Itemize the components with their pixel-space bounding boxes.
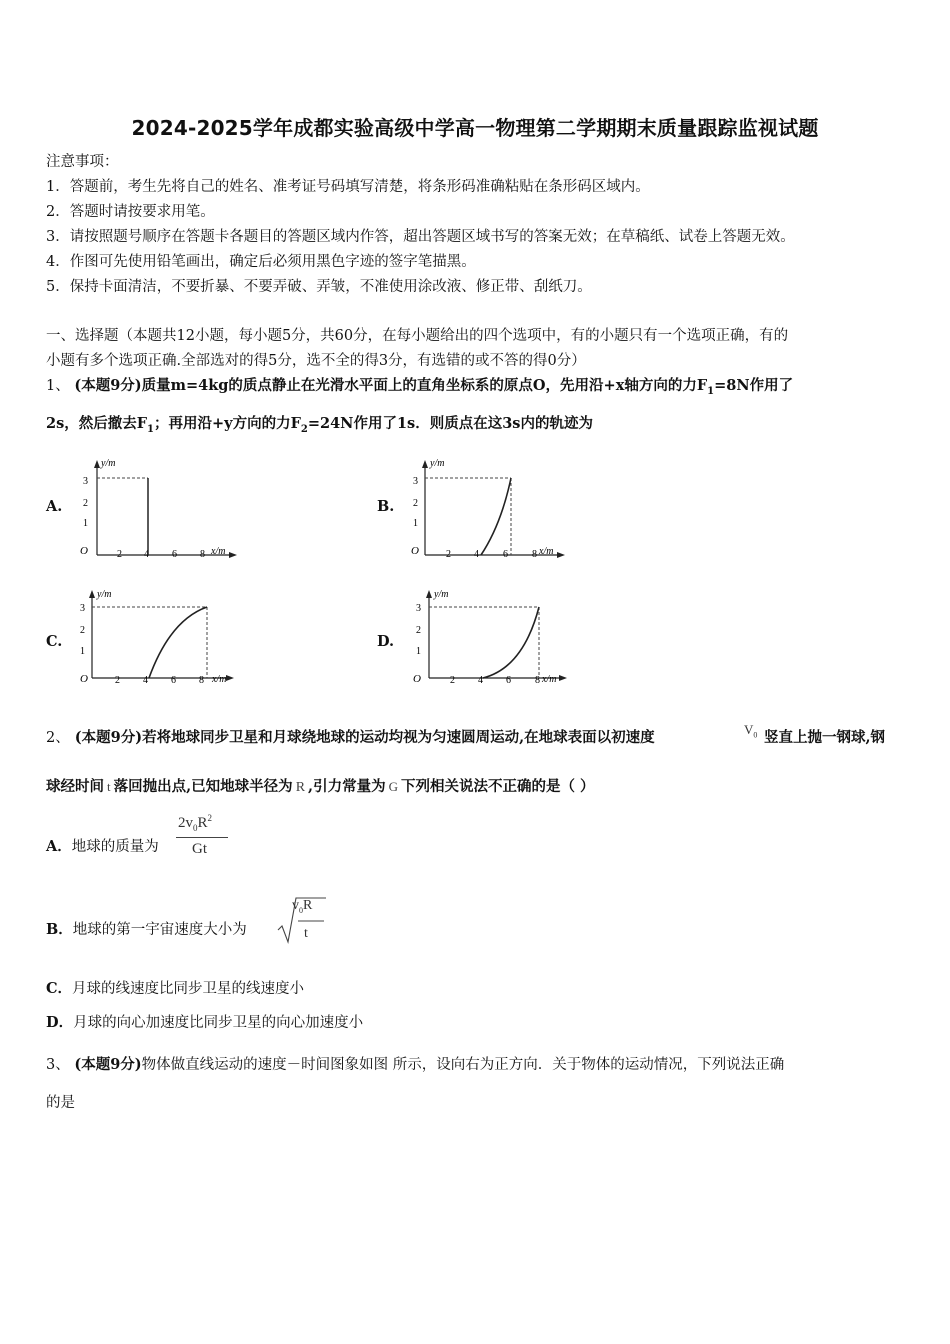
subscript: 0 [193, 823, 198, 833]
q2-option-c[interactable] [46, 979, 304, 999]
x-tick: 4 [144, 549, 149, 560]
y-axis-label: y/m [430, 458, 445, 469]
y-tick: 3 [413, 476, 418, 487]
symbol: R [295, 780, 306, 795]
question-number: 1、 [46, 378, 70, 394]
trajectory [481, 478, 511, 555]
fraction-numerator [178, 813, 212, 833]
notice-heading: 注意事项： [46, 154, 119, 170]
question-1-line1 [46, 376, 793, 402]
x-tick: 2 [117, 549, 122, 560]
option-d-label[interactable]: D. [377, 633, 395, 650]
y-tick: 2 [80, 625, 85, 636]
y-tick: 2 [413, 498, 418, 509]
fraction-bar [176, 837, 228, 838]
question-points: (本题9分) [74, 729, 143, 746]
x-tick: 8 [200, 549, 205, 560]
option-label: B． [46, 921, 73, 938]
x-tick: 6 [172, 549, 177, 560]
question-text: 2s，然后撤去F [46, 415, 148, 432]
origin-label: O [80, 673, 88, 685]
symbol: G [388, 779, 398, 794]
x-tick: 6 [503, 549, 508, 560]
option-c-label[interactable]: C. [46, 633, 63, 650]
x-tick: 4 [474, 549, 479, 560]
y-axis-label: y/m [97, 590, 112, 600]
origin-label: O [413, 673, 421, 685]
symbol: v [292, 898, 299, 913]
graph-option-b [408, 455, 578, 565]
question-number: 2、 [46, 730, 70, 746]
x-tick: 2 [450, 675, 455, 686]
graph-option-c [70, 590, 245, 700]
notice-item: 4．作图可先使用铅笔画出，确定后必须用黑色字迹的签字笔描黑。 [46, 254, 476, 270]
x-tick: 6 [171, 675, 176, 686]
subscript: 0 [299, 905, 303, 915]
symbol: 2v [178, 815, 193, 831]
symbol: R [197, 815, 208, 831]
y-tick: 3 [83, 476, 88, 487]
question-text: 质量m=4kg的质点静止在光滑水平面上的直角坐标系的原点O，先用沿+x轴方向的力F [141, 377, 708, 394]
symbol: V [744, 722, 754, 737]
question-number: 3、 [46, 1057, 70, 1073]
x-axis-label: x/m [539, 546, 554, 557]
fraction-denominator: Gt [192, 841, 207, 857]
question-3-line2: 的是 [46, 1095, 75, 1111]
question-points: (本题9分) [74, 377, 142, 394]
option-text: 月球的线速度比同步卫星的线速度小 [72, 981, 305, 997]
v0-symbol [744, 722, 757, 740]
question-text: 落回抛出点,已知地球半径为 [113, 778, 293, 795]
option-label: A． [46, 838, 72, 855]
origin-label: O [411, 545, 419, 557]
subscript: 0 [753, 730, 758, 740]
question-text: 球经时间 [46, 778, 104, 795]
y-tick: 2 [416, 625, 421, 636]
trajectory [149, 607, 207, 678]
q2-option-b[interactable] [46, 920, 247, 940]
x-tick: 8 [535, 675, 540, 686]
notice-item: 2．答题时请按要求用笔。 [46, 204, 215, 220]
y-tick: 3 [80, 603, 85, 614]
section-instructions: 小题有多个选项正确.全部选对的得5分，选不全的得3分，有选错的或不答的得0分） [46, 353, 586, 369]
option-a-label[interactable]: A. [46, 498, 63, 515]
x-axis-label: x/m [211, 546, 226, 557]
x-tick: 4 [143, 675, 148, 686]
x-tick: 2 [115, 675, 120, 686]
y-tick: 1 [83, 518, 88, 529]
question-points: (本题9分) [74, 1056, 142, 1073]
symbol: R [303, 898, 313, 913]
question-text: 物体做直线运动的速度－时间图象如图 所示，设向右为正方向．关于物体的运动情况，下列说法正确 [141, 1057, 785, 1073]
option-text: 地球的第一宇宙速度大小为 [72, 922, 247, 938]
trajectory [483, 607, 539, 678]
symbol: t [107, 779, 111, 794]
option-b-label[interactable]: B. [377, 498, 395, 515]
q2-option-d[interactable] [46, 1013, 363, 1033]
y-tick: 3 [416, 603, 421, 614]
question-text: =24N作用了1s．则质点在这3s内的轨迹为 [307, 415, 593, 432]
x-axis-label: x/m [212, 674, 227, 685]
x-tick: 4 [478, 675, 483, 686]
question-text: 下列相关说法不正确的是（ ） [400, 778, 595, 795]
question-2-line2 [46, 777, 595, 798]
subscript: 1 [147, 423, 155, 435]
option-label: C． [46, 980, 73, 997]
section-instructions: 一、选择题（本题共12小题，每小题5分，共60分，在每小题给出的四个选项中，有的小题只有一个选项正确，有的 [46, 328, 789, 344]
x-tick: 2 [446, 549, 451, 560]
question-text: ；再用沿+y方向的力F [154, 415, 301, 432]
notice-item: 1．答题前，考生先将自己的姓名、准考证号码填写清楚，将条形码准确粘贴在条形码区域内。 [46, 179, 650, 195]
graph-option-d [405, 590, 580, 700]
option-text: 月球的向心加速度比同步卫星的向心加速度小 [73, 1015, 364, 1031]
question-2-line1-end: 竖直上抛一钢球,钢 [764, 729, 886, 746]
option-label: D． [46, 1014, 74, 1031]
x-tick: 8 [532, 549, 537, 560]
question-1-line2 [46, 414, 593, 440]
subscript: 1 [707, 385, 715, 397]
x-axis-label: x/m [542, 674, 557, 685]
page-title: 2024-2025学年成都实验高级中学高一物理第二学期期末质量跟踪监视试题 [131, 116, 819, 140]
superscript: 2 [207, 813, 213, 823]
question-text: ,引力常量为 [308, 778, 386, 795]
fraction-numerator [292, 898, 312, 915]
origin-label: O [80, 545, 88, 557]
graph-option-a [75, 455, 245, 565]
notice-item: 3．请按照题号顺序在答题卡各题目的答题区域内作答，超出答题区域书写的答案无效；在草稿纸、试卷上答题无效。 [46, 229, 795, 245]
x-tick: 8 [199, 675, 204, 686]
q2-option-a[interactable] [46, 837, 159, 857]
y-tick: 2 [83, 498, 88, 509]
x-tick: 6 [506, 675, 511, 686]
y-tick: 1 [413, 518, 418, 529]
question-2-line1 [46, 728, 655, 748]
y-axis-label: y/m [101, 458, 116, 469]
question-3-line1 [46, 1055, 784, 1075]
question-text: =8N作用了 [714, 377, 794, 394]
question-text: 若将地球同步卫星和月球绕地球的运动均视为匀速圆周运动,在地球表面以初速度 [142, 729, 655, 746]
y-axis-label: y/m [434, 590, 449, 600]
option-text: 地球的质量为 [71, 839, 159, 855]
fraction-denominator: t [304, 926, 308, 941]
y-tick: 1 [416, 646, 421, 657]
notice-item: 5．保持卡面清洁，不要折暴、不要弄破、弄皱，不准使用涂改液、修正带、刮纸刀。 [46, 279, 592, 295]
y-tick: 1 [80, 646, 85, 657]
subscript: 2 [300, 423, 308, 435]
